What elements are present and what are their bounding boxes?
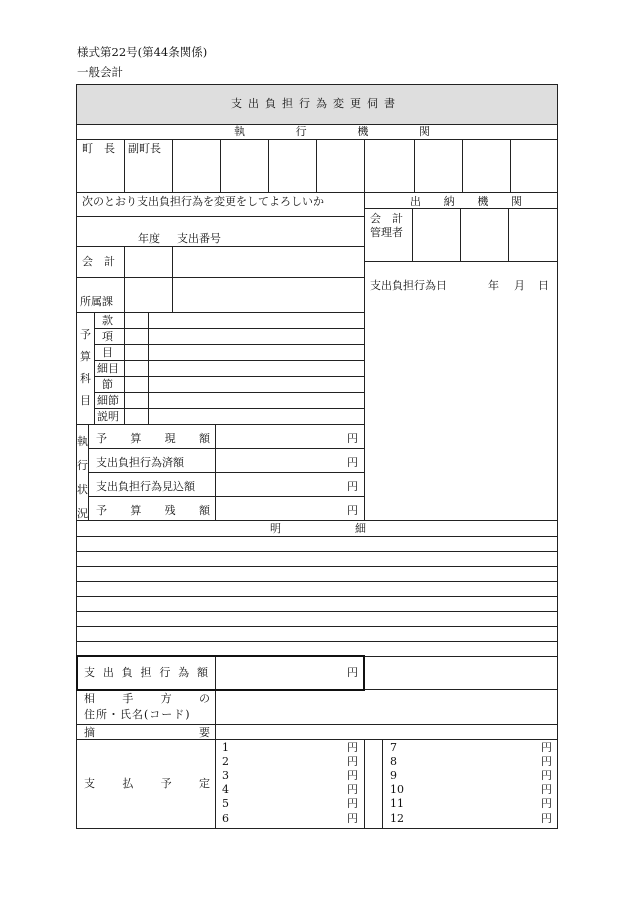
payment-1-unit: 円 xyxy=(347,741,358,754)
payment-7-number: 7 xyxy=(390,741,397,754)
cashier-char-3: 機 xyxy=(477,195,489,208)
payment-4-number: 4 xyxy=(222,783,229,796)
deputy-mayor-label: 副町長 xyxy=(128,142,161,155)
payment-11-unit: 円 xyxy=(541,797,552,810)
payment-2-number: 2 xyxy=(222,755,229,768)
account-label: 会 計 xyxy=(82,255,115,268)
payment-12-unit: 円 xyxy=(541,812,552,825)
cashier-char-1: 出 xyxy=(410,195,421,208)
payment-2-unit: 円 xyxy=(347,755,358,768)
exec-unit-4: 円 xyxy=(347,504,358,517)
commitment-amount-unit: 円 xyxy=(347,666,358,679)
payment-7-unit: 円 xyxy=(541,741,552,754)
budget-label-char-2: 算 xyxy=(80,350,91,363)
exec-row-budget-current: 予 算 現 額 xyxy=(96,432,210,445)
request-text: 次のとおり支出負担行為を変更をしてよろしいか xyxy=(82,195,324,208)
exec-row-remaining: 予 算 残 額 xyxy=(96,504,210,517)
executive-char-1: 執 xyxy=(234,125,245,138)
payment-1-number: 1 xyxy=(222,741,229,754)
fiscal-year-label: 年度 xyxy=(138,232,160,245)
payment-10-number: 10 xyxy=(390,783,404,796)
details-char-2: 細 xyxy=(355,522,366,535)
exec-label-char-1: 執 xyxy=(77,435,88,448)
cashier-label xyxy=(410,196,522,207)
payment-3-number: 3 xyxy=(222,769,229,782)
department-label: 所属課 xyxy=(80,295,113,308)
executive-char-3: 機 xyxy=(357,125,369,138)
counterparty-line1: 相 手 方 の xyxy=(84,692,210,705)
budget-item-setsu: 節 xyxy=(102,378,113,391)
cashier-char-4: 関 xyxy=(510,195,522,208)
budget-item-setsumei: 説明 xyxy=(97,410,119,423)
form-title: 支出負担行為変更伺書 xyxy=(231,97,401,110)
payment-5-number: 5 xyxy=(222,797,229,810)
payment-9-number: 9 xyxy=(390,769,397,782)
budget-item-kan: 款 xyxy=(102,314,113,327)
payment-5-unit: 円 xyxy=(347,797,358,810)
payment-12-number: 12 xyxy=(390,812,404,825)
year-label: 年 xyxy=(488,279,499,292)
budget-label-char-4: 目 xyxy=(80,394,91,407)
exec-label-char-4: 況 xyxy=(77,507,88,520)
exec-unit-3: 円 xyxy=(347,480,358,493)
exec-unit-2: 円 xyxy=(347,456,358,469)
payment-6-unit: 円 xyxy=(347,812,358,825)
execution-status-label xyxy=(77,430,88,526)
budget-item-kou: 項 xyxy=(102,330,113,343)
day-label: 日 xyxy=(538,279,549,292)
accounting-manager-label: 会 計 管理者 xyxy=(370,212,403,239)
expenditure-commitment-change-form xyxy=(76,84,558,829)
form-number: 様式第22号(第44条関係) xyxy=(77,45,208,59)
exec-label-char-2: 行 xyxy=(77,459,88,472)
counterparty-line2: 住所・氏名(コード) xyxy=(84,708,191,721)
payment-9-unit: 円 xyxy=(541,769,552,782)
budget-item-moku: 目 xyxy=(102,346,113,359)
budget-items-label xyxy=(80,324,91,412)
payment-number-label: 支出番号 xyxy=(177,232,221,245)
payment-8-unit: 円 xyxy=(541,755,552,768)
summary-label: 摘 要 xyxy=(84,726,210,739)
month-label: 月 xyxy=(514,279,525,292)
budget-item-saisetsu: 細節 xyxy=(97,394,119,407)
executive-char-2: 行 xyxy=(295,125,307,138)
details-char-1: 明 xyxy=(270,522,281,535)
payment-schedule-label: 支 払 予 定 xyxy=(84,777,210,790)
cashier-char-2: 納 xyxy=(443,195,455,208)
payment-11-number: 11 xyxy=(390,797,404,810)
exec-label-char-3: 状 xyxy=(77,483,88,496)
details-label xyxy=(270,523,366,534)
executive-char-4: 関 xyxy=(418,125,430,138)
budget-item-saimoku: 細目 xyxy=(97,362,119,375)
exec-unit-1: 円 xyxy=(347,432,358,445)
payment-6-number: 6 xyxy=(222,812,229,825)
account-type: 一般会計 xyxy=(77,65,123,79)
commitment-date-label: 支出負担行為日 xyxy=(370,279,447,292)
budget-label-char-3: 科 xyxy=(80,372,91,385)
payment-3-unit: 円 xyxy=(347,769,358,782)
commitment-amount-label: 支 出 負 担 行 為 額 xyxy=(84,666,208,679)
payment-8-number: 8 xyxy=(390,755,397,768)
budget-label-char-1: 予 xyxy=(80,328,91,341)
exec-row-expected: 支出負担行為見込額 xyxy=(96,480,195,493)
exec-row-committed: 支出負担行為済額 xyxy=(96,456,184,469)
executive-label xyxy=(234,126,430,137)
payment-4-unit: 円 xyxy=(347,783,358,796)
payment-10-unit: 円 xyxy=(541,783,552,796)
mayor-label: 町 長 xyxy=(82,142,115,155)
